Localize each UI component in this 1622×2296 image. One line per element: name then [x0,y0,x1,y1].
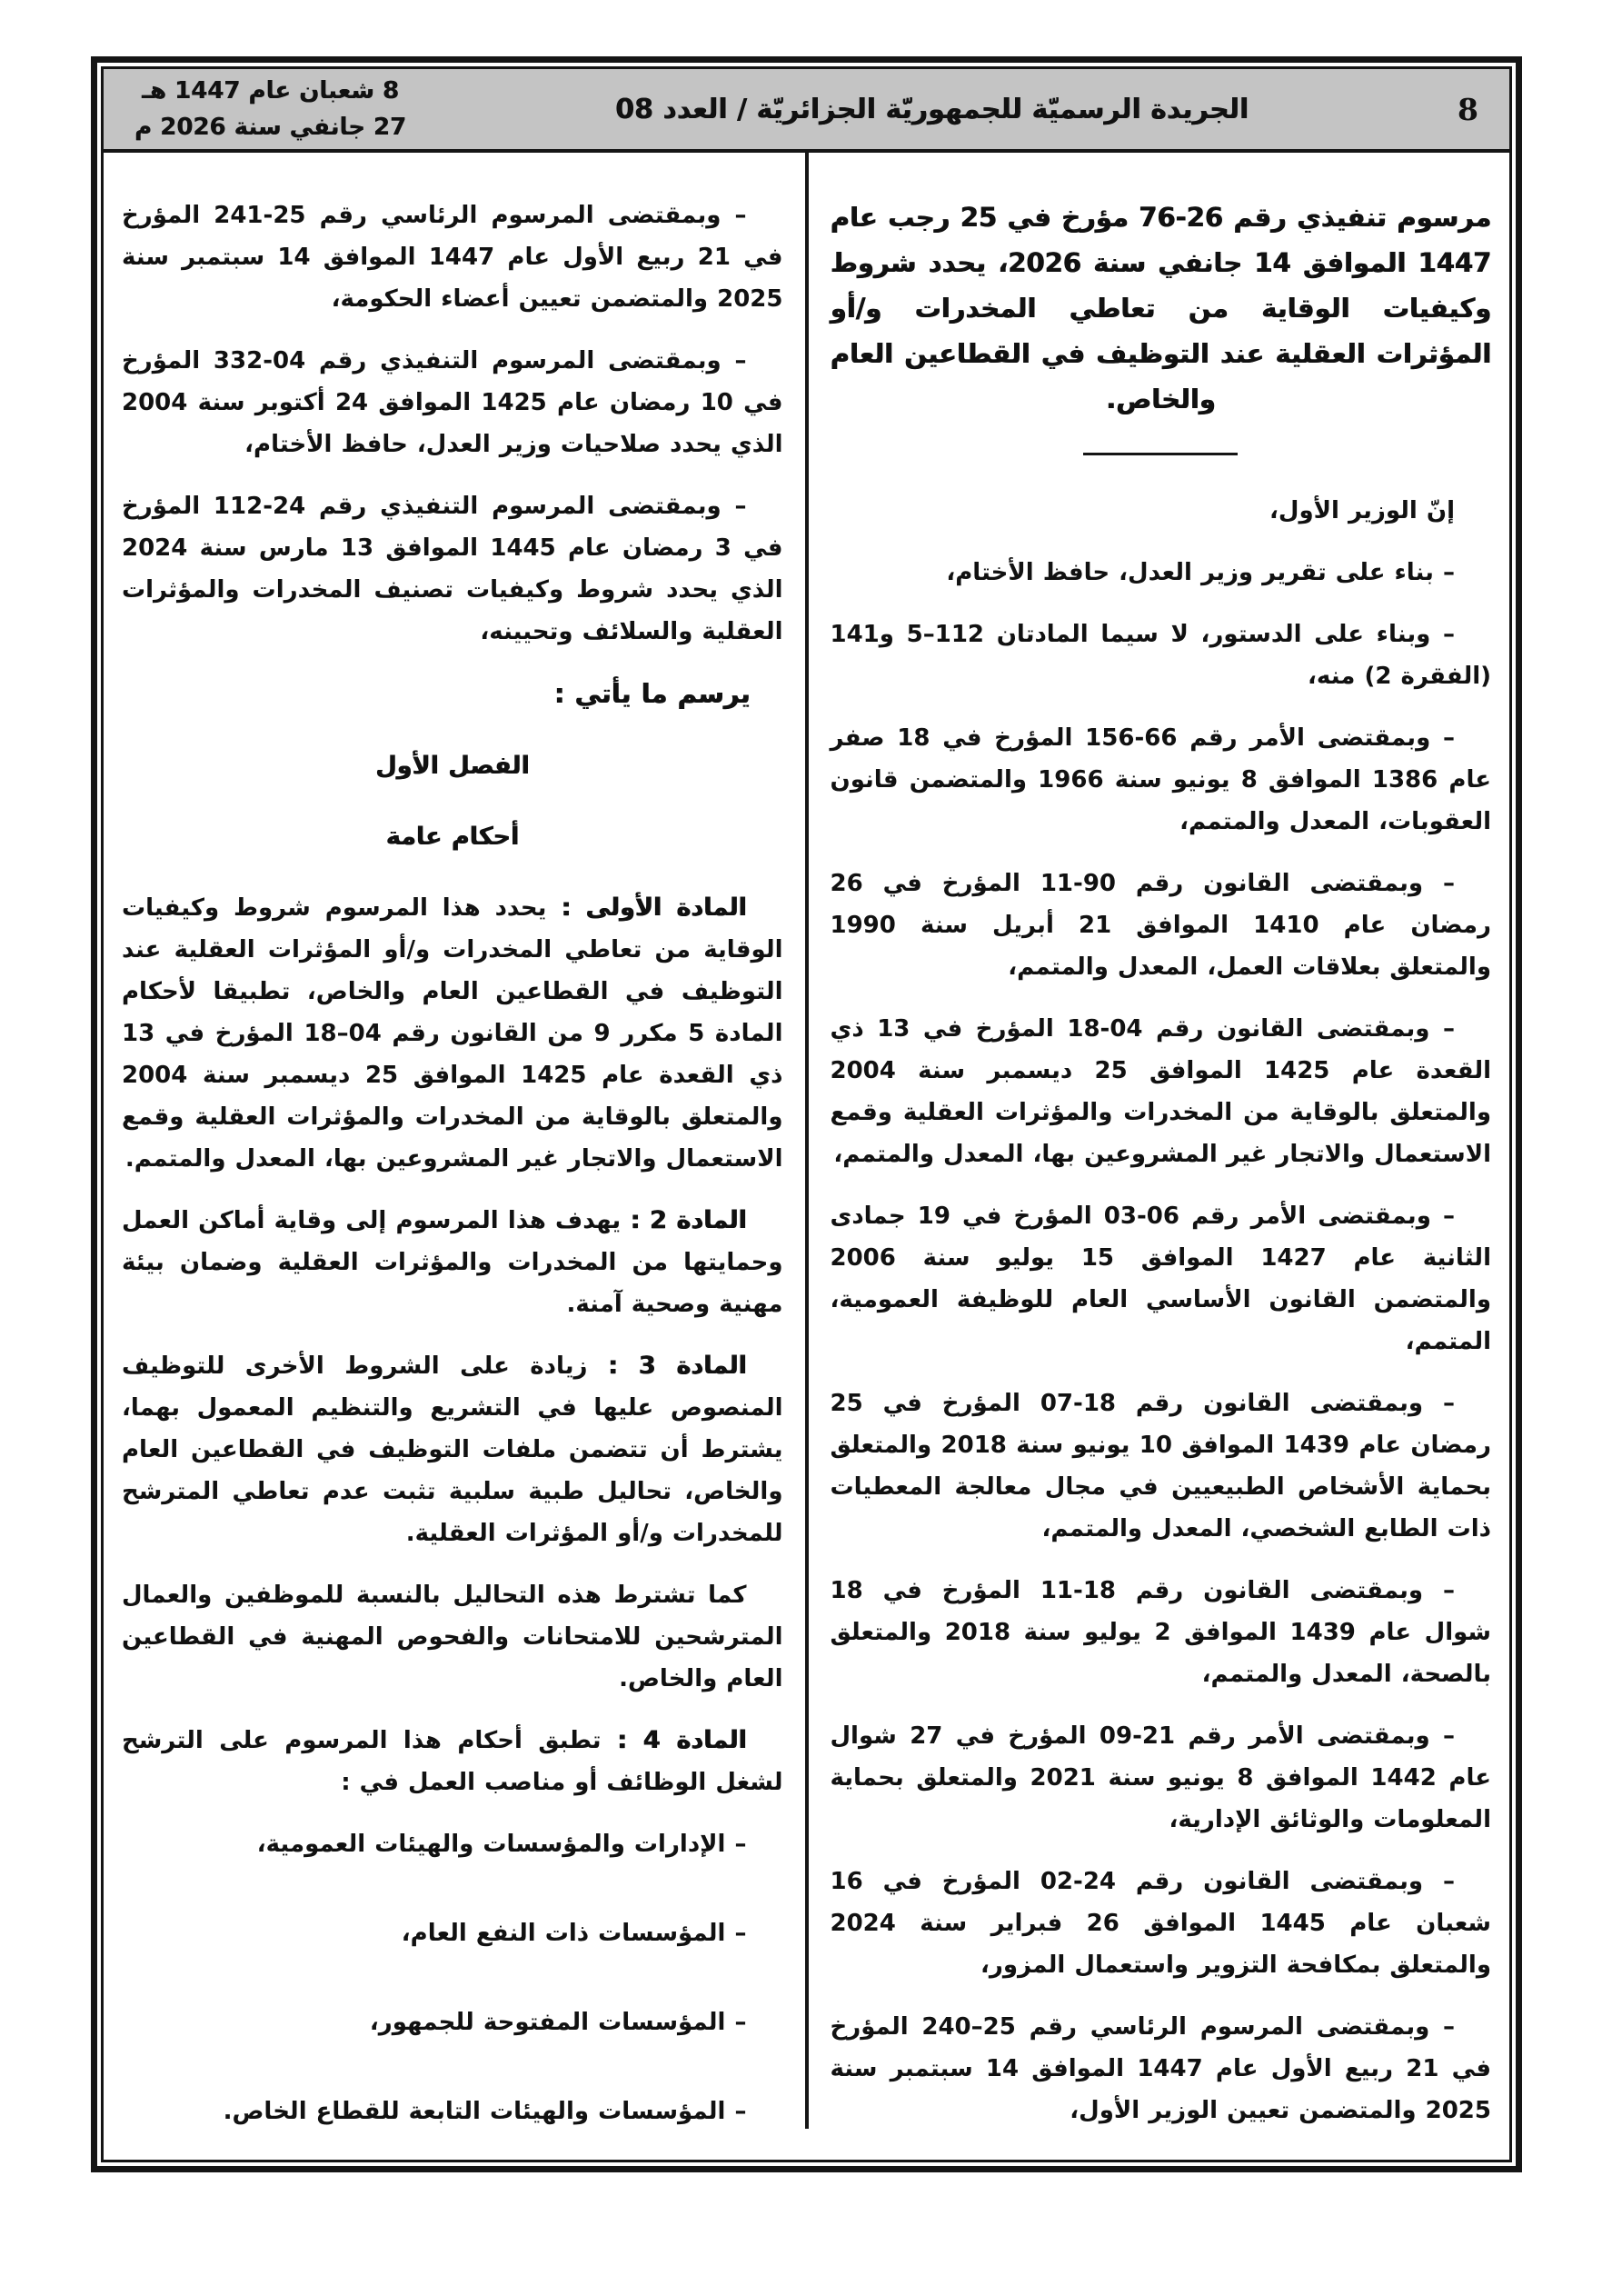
article-label: المادة 4 : [616,1726,747,1754]
list-item: – المؤسسات المفتوحة للجمهور، [369,2009,747,2036]
visa-clause: – وبمقتضى القانون رقم 90‏-‏11 المؤرخ في 26 رمضان عام 1410 الموافق 21 أبريل سنة 1990 والمتعلق بعلاقات العمل، المعدل والمتمم، [830,870,1491,981]
chapter-subtitle: أحكام عامة [385,823,519,851]
article-paragraph [122,887,783,1180]
article-label: المادة الأولى : [561,893,747,922]
column-left [104,153,805,2160]
list-item: – الإدارات والمؤسسات والهيئات العمومية، [256,1831,747,1858]
article-paragraph [122,1574,783,1700]
article-text: زيادة على الشروط الأخرى للتوظيف المنصوص عليها في التشريع والتنظيم المعمول بهما، يشترط أن تتضمن ملفات التوظيف في القطاعين العام والخاص، تحاليل طبية سلبية تثبت عدم تعاطي المترشح للمخدرات و/أو المؤثرات العقلية. [122,1353,783,1547]
visa-clause: – وبمقتضى الأمر رقم 06‏-‏03 المؤرخ في 19 جمادى الثانية عام 1427 الموافق 15 يوليو سنة 2006 والمتضمن القانون الأساسي العام للوظيفة العمومية، المتمم، [830,1203,1491,1355]
list-item: – المؤسسات ذات النفع العام، [401,1920,747,1947]
column-divider [805,153,809,2129]
article-label: المادة 3 : [607,1352,747,1380]
decree-title: مرسوم تنفيذي رقم 26‏-‏76 مؤرخ في 25 رجب عام 1447 الموافق 14 جانفي سنة 2026، يحدد شروط وكيفيات الوقاية من تعاطي المخدرات و/أو المؤثرات العقلية عند التوظيف في القطاعين العام والخاص. [830,202,1491,414]
visa-clause: – وبناء على الدستور، لا سيما المادتان 112‏–‏5 و141 (الفقرة 2) منه، [830,621,1491,690]
column-right [809,153,1510,2160]
gazette-title: الجريدة الرسميّة للجمهوريّة الجزائريّة / العدد 08 [615,93,1249,125]
visa-clause: – وبمقتضى الأمر رقم 21‏-‏09 المؤرخ في 27 شوال عام 1442 الموافق 8 يونيو سنة 2021 والمتعلق بحماية المعلومات والوثائق الإدارية، [830,1722,1491,1833]
visa-clause: – بناء على تقرير وزير العدل، حافظ الأختام، [946,559,1455,586]
header-band [104,69,1509,153]
page-inner-frame [101,66,1512,2162]
article-paragraph [122,1720,783,1803]
article-text: يحدد هذا المرسوم شروط وكيفيات الوقاية من تعاطي المخدرات و/أو المؤثرات العقلية عند التوظيف في القطاعين العام والخاص، تطبيقا لأحكام المادة 5 مكرر 9 من القانون رقم 04‏–‏18 المؤرخ في 13 ذي القعدة عام 1425 الموافق 25 ديسمبر سنة 2004 والمتعلق بالوقاية من المخدرات والمؤثرات العقلية وقمع الاستعمال والاتجار غير المشروعين بها، المعدل والمتمم. [122,894,783,1173]
article-text: يهدف هذا المرسوم إلى وقاية أماكن العمل وحمايتها من المخدرات والمؤثرات العقلية وضمان بيئة مهنية وصحية آمنة. [122,1207,783,1318]
page-body [104,153,1509,2160]
visa-clause: – وبمقتضى المرسوم التنفيذي رقم 04‏-‏332 المؤرخ في 10 رمضان عام 1425 الموافق 24 أكتوبر سنة 2004 الذي يحدد صلاحيات وزير العدل، حافظ الأختام، [122,347,783,458]
visa-clause: – وبمقتضى المرسوم الرئاسي رقم 25‏–‏240 المؤرخ في 21 ربيع الأول عام 1447 الموافق 14 سبتمبر سنة 2025 والمتضمن تعيين الوزير الأول، [830,2013,1491,2124]
enacting-formula: يرسم ما يأتي : [553,678,751,709]
date-hijri: 8 شعبان عام 1447 هـ [142,77,400,105]
chapter-title: الفصل الأول [375,752,530,780]
article-paragraph [122,1345,783,1554]
article-text: كما تشترط هذه التحاليل بالنسبة للموظفين والعمال المترشحين للامتحانات والفحوص المهنية في القطاعين العام والخاص. [122,1582,783,1692]
header-date-block [134,73,406,145]
page-number: 8 [1458,91,1478,127]
date-gregorian: 27 جانفي سنة 2026 م [134,114,407,141]
article-label: المادة 2 : [630,1206,747,1234]
visa-clause: – وبمقتضى القانون رقم 04‏-‏18 المؤرخ في 13 ذي القعدة عام 1425 الموافق 25 ديسمبر سنة 2004 والمتعلق بالوقاية من المخدرات والمؤثرات العقلية وقمع الاستعمال والاتجار غير المشروعين بها، المعدل والمتمم، [830,1015,1491,1168]
list-item: – المؤسسات والهيئات التابعة للقطاع الخاص. [223,2098,747,2125]
visa-clause: – وبمقتضى القانون رقم 18‏-‏11 المؤرخ في 18 شوال عام 1439 الموافق 2 يوليو سنة 2018 والمتعلق بالصحة، المعدل والمتمم، [830,1577,1491,1688]
article-text: تطبق أحكام هذا المرسوم على الترشح لشغل الوظائف أو مناصب العمل في : [122,1727,783,1796]
visa-clause: – وبمقتضى المرسوم الرئاسي رقم 25‏-‏241 المؤرخ في 21 ربيع الأول عام 1447 الموافق 14 سبتمبر سنة 2025 والمتضمن تعيين أعضاء الحكومة، [122,202,783,313]
article-paragraph [122,1200,783,1325]
page-frame [91,56,1522,2172]
visa-clause: – وبمقتضى الأمر رقم 66‏-‏156 المؤرخ في 18 صفر عام 1386 الموافق 8 يونيو سنة 1966 والمتضمن قانون العقوبات، المعدل والمتمم، [830,724,1491,835]
visa-clause: – وبمقتضى القانون رقم 24‏-‏02 المؤرخ في 16 شعبان عام 1445 الموافق 26 فبراير سنة 2024 والمتعلق بمكافحة التزوير واستعمال المزور، [830,1868,1491,1979]
visa-clause: – وبمقتضى المرسوم التنفيذي رقم 24‏-‏112 المؤرخ في 3 رمضان عام 1445 الموافق 13 مارس سنة 2024 الذي يحدد شروط وكيفيات تصنيف المخدرات والمؤثرات العقلية والسلائف وتحيينه، [122,493,783,645]
decree-intro: إنّ الوزير الأول، [1269,497,1455,524]
visa-clause: – وبمقتضى القانون رقم 18‏-‏07 المؤرخ في 25 رمضان عام 1439 الموافق 10 يونيو سنة 2018 والمتعلق بحماية الأشخاص الطبيعيين في مجال معالجة المعطيات ذات الطابع الشخصي، المعدل والمتمم، [830,1390,1491,1542]
title-separator-rule [1083,453,1238,455]
